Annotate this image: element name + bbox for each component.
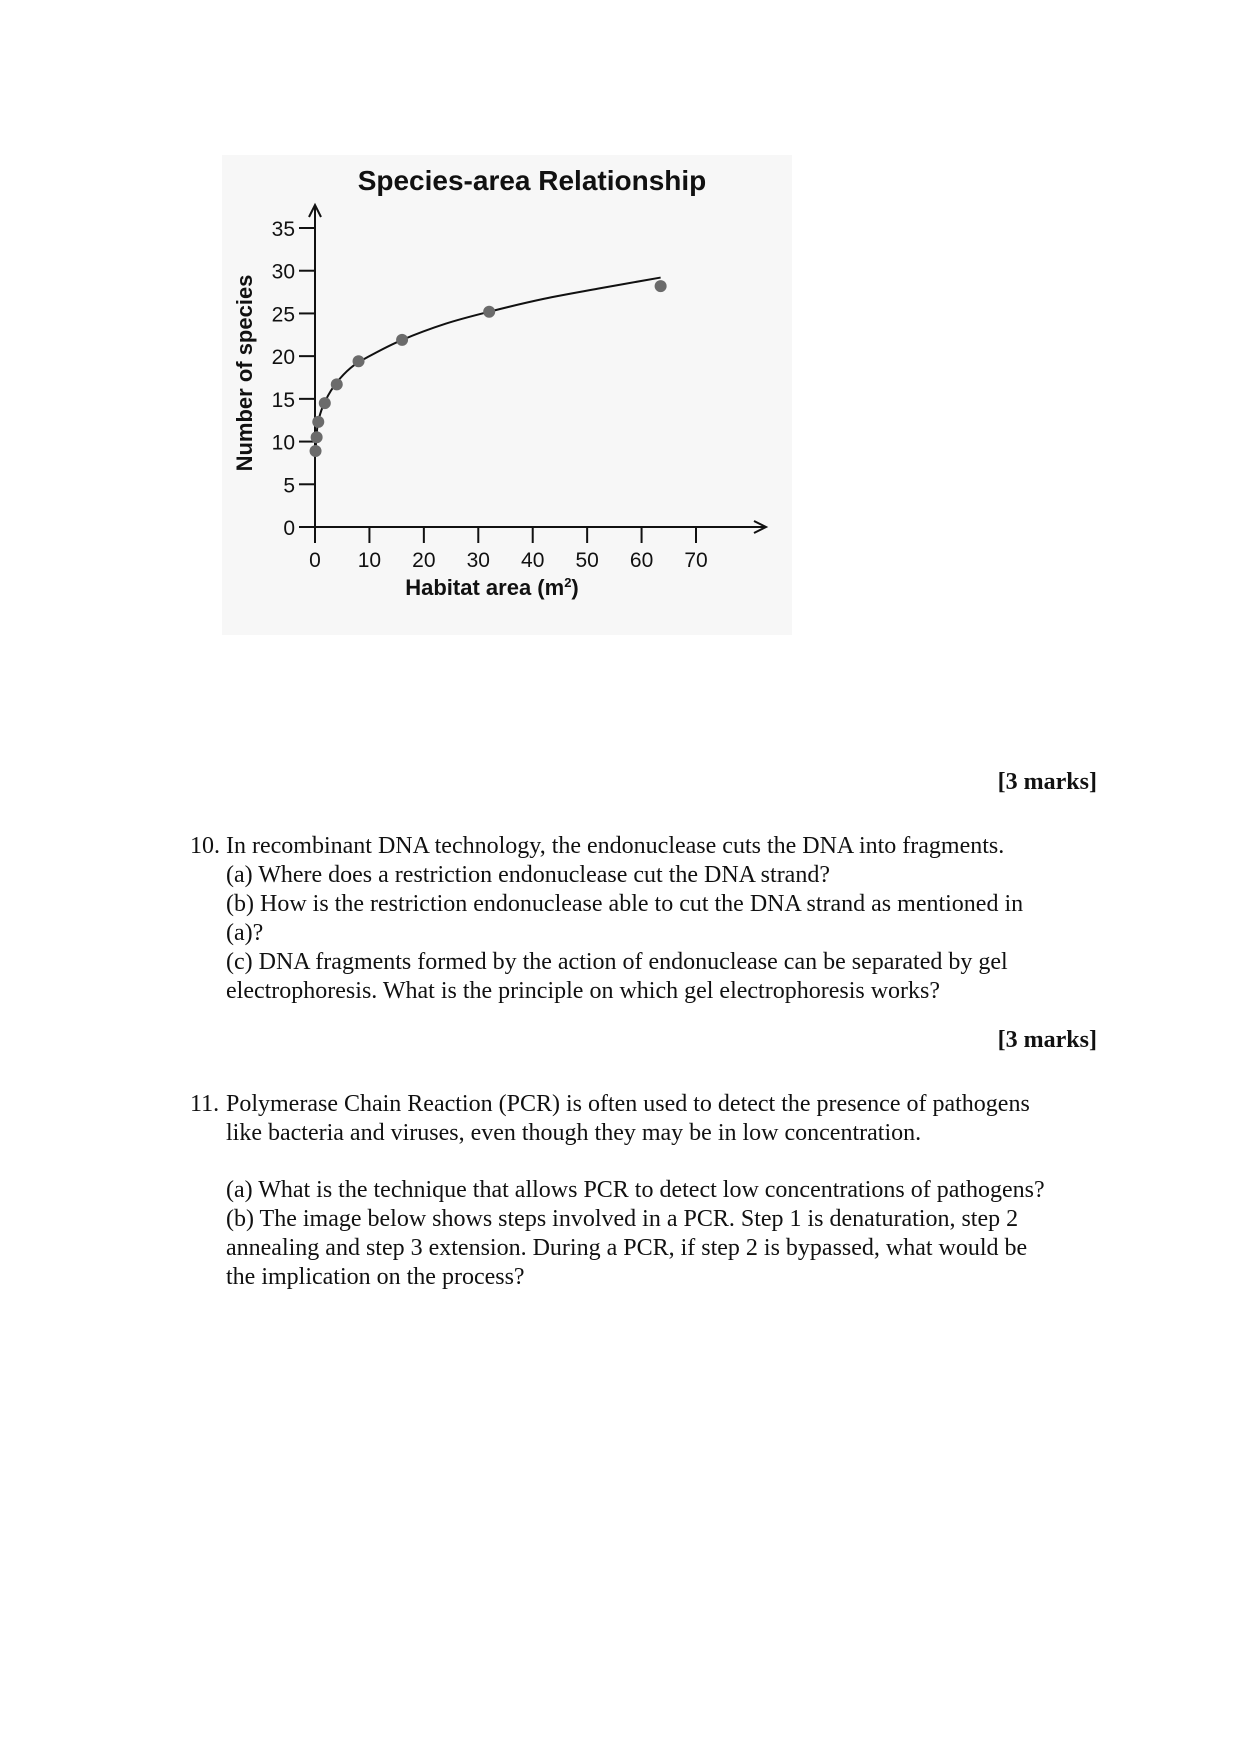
data-point [483,306,495,318]
x-axis-label-main: Habitat area (m [405,575,565,600]
question-10-line-c-cont: electrophoresis. What is the principle on which gel electrophoresis works? [226,978,941,1004]
data-point [312,416,324,428]
question-10-line-c: (c) DNA fragments formed by the action of endonuclease can be separated by gel [226,949,1008,975]
data-point [655,280,667,292]
question-11-line-a: (a) What is the technique that allows PCR to detect low concentrations of pathogens? [226,1177,1045,1203]
question-10-line-b: (b) How is the restriction endonuclease able to cut the DNA strand as mentioned in [226,891,1024,917]
question-11-line-b-cont2: the implication on the process? [226,1264,525,1290]
question-11-number: 11. [190,1091,220,1117]
data-point [310,445,322,457]
x-axis-label-close: ) [571,575,579,600]
question-11-stem-line [190,1090,1090,1119]
data-point [311,431,323,443]
data-point [396,334,408,346]
x-tick-label: 40 [521,549,545,572]
data-point [353,355,365,367]
x-tick-label: 20 [412,549,436,572]
species-area-chart [222,155,792,635]
marks-q9: [3 marks] [997,769,1097,795]
question-11 [190,1090,1090,1292]
x-axis-label [405,575,579,600]
y-tick-label: 15 [271,388,295,412]
x-tick-label: 0 [309,549,321,572]
y-tick-label: 30 [271,260,295,284]
x-tick-label: 60 [629,549,654,572]
marks-q10: [3 marks] [997,1027,1097,1053]
y-tick-label: 25 [271,303,295,327]
spacer [190,1148,1090,1176]
y-tick-label: 0 [283,517,295,540]
chart-title: Species-area Relationship [357,165,707,196]
x-axis-label-sup: 2 [564,575,572,590]
question-11-stem: Polymerase Chain Reaction (PCR) is often used to detect the presence of pathogens [226,1091,1030,1117]
x-tick-label: 30 [466,549,490,572]
x-tick-label: 10 [357,549,382,572]
x-tick-label: 50 [575,549,599,572]
question-10-line-b-cont: (a)? [226,920,264,946]
question-10-number: 10. [190,833,220,859]
question-10 [190,832,1090,1006]
question-11-line-b-cont1: annealing and step 3 extension. During a PCR, if step 2 is bypassed, what would be [226,1235,1028,1261]
y-tick-label: 10 [271,431,295,455]
data-point [319,397,331,409]
question-10-stem-line [190,832,1090,861]
question-11-line-b: (b) The image below shows steps involved in a PCR. Step 1 is denaturation, step 2 [226,1206,1019,1232]
question-10-stem: In recombinant DNA technology, the endonuclease cuts the DNA into fragments. [226,833,1005,859]
question-10-line-a: (a) Where does a restriction endonuclease cut the DNA strand? [226,862,830,888]
y-axis-label: Number of species [232,274,257,472]
x-tick-label: 70 [684,549,708,572]
data-point [331,378,343,390]
question-11-stem-cont: like bacteria and viruses, even though they may be in low concentration. [226,1120,922,1146]
y-tick-label: 35 [271,218,295,241]
y-tick-label: 20 [271,346,295,370]
y-tick-label: 5 [283,474,295,498]
